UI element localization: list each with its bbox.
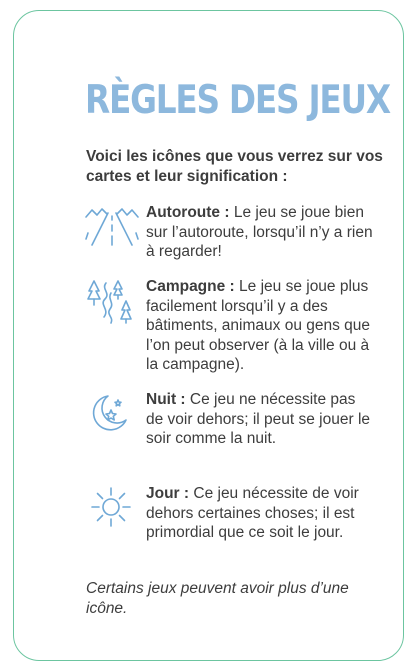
countryside-icon bbox=[84, 277, 140, 325]
rule-day-name: Jour : bbox=[146, 485, 190, 502]
intro-text: Voici les icônes que vous verrez sur vos cartes et leur signification : bbox=[86, 148, 383, 185]
rule-highway-description: Le jeu se joue bien sur l’autoroute, lorsqu’il n’y a rien à regarder! bbox=[146, 204, 373, 260]
rule-night-name: Nuit : bbox=[146, 391, 186, 408]
footnote: Certains jeux peuvent avoir plus d’une icône. bbox=[86, 580, 349, 617]
highway-icon bbox=[84, 203, 140, 251]
page-title: RÈGLES DES JEUX bbox=[85, 78, 390, 123]
rule-countryside-description: Le jeu se joue plus facilement lorsqu’il y a des bâtiments, animaux ou gens que l’on peut observer (à la ville ou à la campagne). bbox=[146, 278, 371, 373]
rules-card bbox=[13, 10, 404, 661]
rule-highway-name: Autoroute : bbox=[146, 204, 230, 221]
rule-day-description: Ce jeu nécessite de voir dehors certaines choses; il est primordial que ce soit le jour. bbox=[146, 485, 359, 541]
moon-stars-icon bbox=[84, 390, 140, 438]
sun-icon bbox=[84, 484, 140, 532]
rule-countryside-name: Campagne : bbox=[146, 278, 235, 295]
rule-night-description: Ce jeu ne nécessite pas de voir dehors; il peut se jouer le soir comme la nuit. bbox=[146, 391, 371, 447]
